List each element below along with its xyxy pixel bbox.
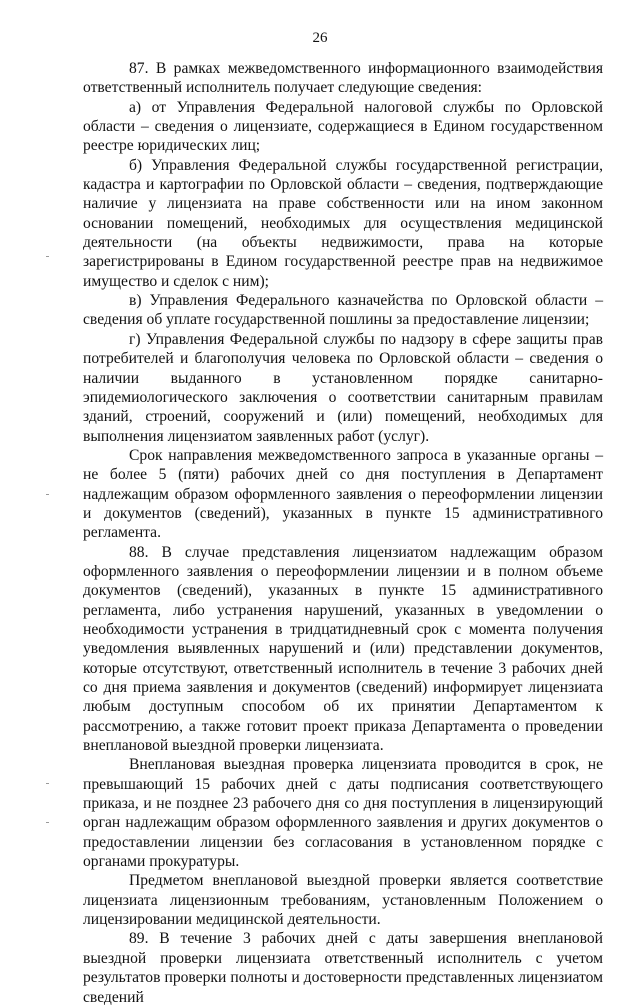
scan-mark	[46, 783, 49, 784]
paragraph-87-a: а) от Управления Федеральной налоговой службы по Орловской области – сведения о лицензиате, содержащиеся в Едином государственном реестре юридических лиц;	[83, 98, 603, 155]
scan-mark	[46, 494, 49, 495]
paragraph-89: 89. В течение 3 рабочих дней с даты завершения внеплановой выездной проверки лицензиата ответственный исполнитель с учетом результатов проверки полноты и достоверности представленных лицензиатом сведений	[83, 930, 603, 1006]
paragraph-87-v: в) Управления Федерального казначейства по Орловской области – сведения об уплате государственной пошлины за предоставление лицензии;	[83, 292, 603, 329]
paragraph-request-term: Срок направления межведомственного запроса в указанные органы – не более 5 (пяти) рабочих дней со дня поступления в Департамент надлежащим образом оформленного заявления о переоформлении лицензии и документов (сведений), указанных в пункте 15 административного регламента.	[83, 446, 603, 542]
document-body	[83, 59, 603, 1007]
paragraph-87-b: б) Управления Федеральной службы государственной регистрации, кадастра и картографии по Орловской области – сведения, подтверждающие наличие у лицензиата на праве собственности или на ином законном основании помещений, необходимых для осуществления медицинской деятельности (на объекты недвижимости, права на которые зарегистрированы в Едином государственной реестре прав на недвижимое имущество и сделок с ним);	[83, 156, 603, 290]
paragraph-inspection-term: Внеплановая выездная проверка лицензиата проводится в срок, не превышающий 15 рабочих дней с даты подписания соответствующего приказа, и не позднее 23 рабочего дня со дня поступления в лицензирующий орган надлежащим образом оформленного заявления и других документов о предоставлении лицензии без согласования в установленном порядке с органами прокуратуры.	[83, 756, 603, 871]
paragraph-88: 88. В случае представления лицензиатом надлежащим образом оформленного заявления о переоформлении лицензии и в полном объеме документов (сведений), указанных в пункте 15 административного регламента, либо устранения нарушений, указанных в уведомлении о необходимости устранения в тридцатидневный срок с момента получения уведомления выявленных нарушений и (или) представлении документов, которые отсутствуют, ответственный исполнитель в течение 3 рабочих дней со дня приема заявления и документов (сведений) информирует лицензиата любым доступным способом об их принятии Департаментом к рассмотрению, а также готовит проект приказа Департамента о проведении внеплановой выездной проверки лицензиата.	[83, 543, 603, 755]
paragraph-87-intro: 87. В рамках межведомственного информационного взаимодействия ответственный исполнитель получает следующие сведения:	[83, 60, 603, 97]
page-number: 26	[312, 30, 328, 46]
paragraph-87-g: г) Управления Федеральной службы по надзору в сфере защиты прав потребителей и благополучия человека по Орловской области – сведения о наличии выданного в установленном порядке санитарно-эпидемиологического заключения о соответствии санитарным правилам зданий, строений, сооружений и (или) помещений, необходимых для выполнения лицензиатом заявленных работ (услуг).	[83, 330, 603, 445]
scan-mark	[46, 822, 49, 823]
scan-mark	[46, 256, 49, 257]
paragraph-inspection-subject: Предметом внеплановой выездной проверки является соответствие лицензиата лицензионным требованиям, установленным Положением о лицензировании медицинской деятельности.	[83, 872, 603, 929]
